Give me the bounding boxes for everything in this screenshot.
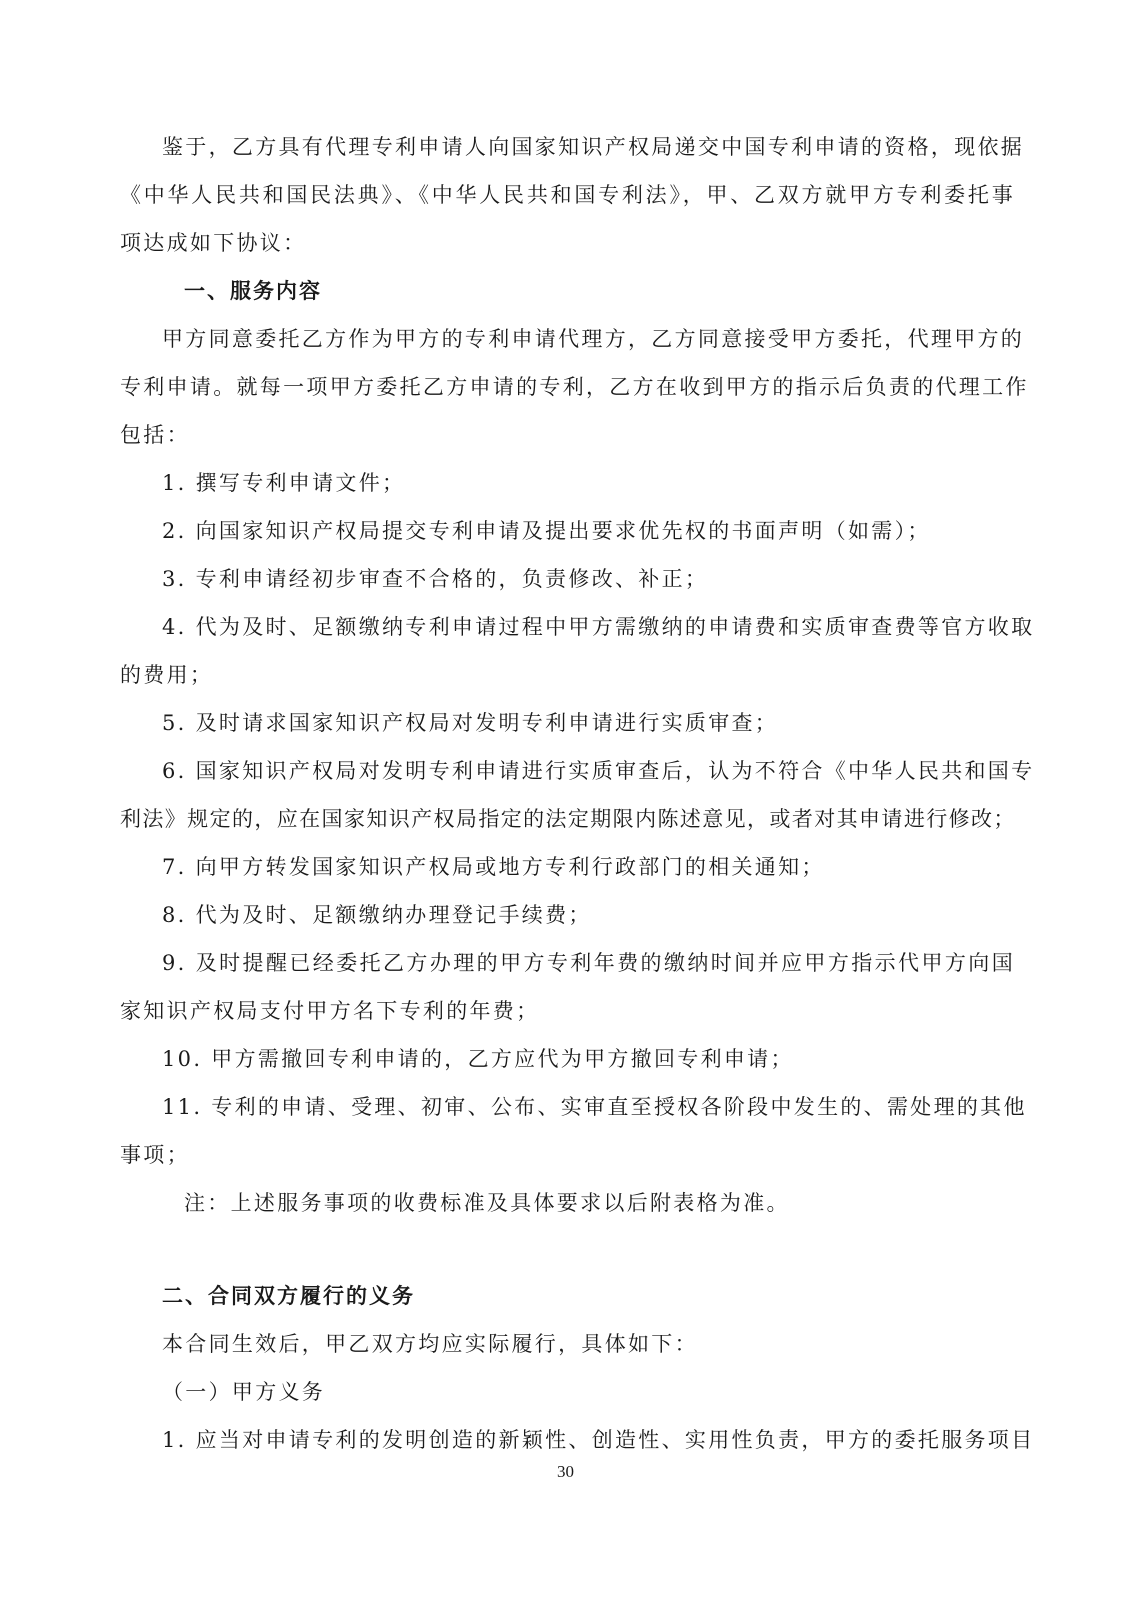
- party-a-obligations-heading: （一）甲方义务: [162, 1380, 326, 1404]
- service-item-5: 5. 及时请求国家知识产权局对发明专利申请进行实质审查；: [162, 711, 779, 735]
- service-item-1: 1. 撰写专利申请文件；: [162, 471, 406, 495]
- intro-line-3: 项达成如下协议：: [120, 231, 307, 255]
- service-item-7: 7. 向甲方转发国家知识产权局或地方专利行政部门的相关通知；: [162, 855, 825, 879]
- service-item-10: 10. 甲方需撤回专利申请的，乙方应代为甲方撤回专利申请；: [162, 1047, 794, 1071]
- service-item-9-line-2: 家知识产权局支付甲方名下专利的年费；: [120, 999, 540, 1023]
- service-item-11-line-2: 事项；: [120, 1143, 190, 1167]
- intro-line-1: 鉴于，乙方具有代理专利申请人向国家知识产权局递交中国专利申请的资格，现依据: [162, 135, 1025, 159]
- service-item-9-line-1: 9. 及时提醒已经委托乙方办理的甲方专利年费的缴纳时间并应甲方指示代甲方向国: [162, 951, 1015, 975]
- service-item-4-line-2: 的费用；: [120, 663, 214, 687]
- service-item-6-line-1: 6. 国家知识产权局对发明专利申请进行实质审查后，认为不符合《中华人民共和国专: [162, 759, 1035, 783]
- service-item-6-line-2: 利法》规定的，应在国家知识产权局指定的法定期限内陈述意见，或者对其申请进行修改；: [120, 807, 1015, 831]
- service-item-8: 8. 代为及时、足额缴纳办理登记手续费；: [162, 903, 592, 927]
- section-1-paragraph-line-1: 甲方同意委托乙方作为甲方的专利申请代理方，乙方同意接受甲方委托，代理甲方的: [162, 327, 1025, 351]
- party-a-obligation-1-line-1: 1. 应当对申请专利的发明创造的新颖性、创造性、实用性负责，甲方的委托服务项目: [162, 1428, 1035, 1452]
- page-number: 30: [557, 1462, 574, 1481]
- section-2-intro: 本合同生效后，甲乙双方均应实际履行，具体如下：: [162, 1332, 698, 1356]
- service-item-11-line-1: 11. 专利的申请、受理、初审、公布、实审直至授权各阶段中发生的、需处理的其他: [162, 1095, 1027, 1119]
- section-2-heading: 二、合同双方履行的义务: [162, 1283, 415, 1308]
- service-item-3: 3. 专利申请经初步审查不合格的，负责修改、补正；: [162, 567, 709, 591]
- section-1-paragraph-line-2: 专利申请。就每一项甲方委托乙方申请的专利，乙方在收到甲方的指示后负责的代理工作: [120, 375, 1029, 399]
- intro-line-2: 《中华人民共和国民法典》、《中华人民共和国专利法》，甲、乙双方就甲方专利委托事: [120, 183, 1015, 207]
- section-1-heading: 一、服务内容: [184, 278, 322, 303]
- service-item-2: 2. 向国家知识产权局提交专利申请及提出要求优先权的书面声明（如需）；: [162, 519, 931, 543]
- section-1-paragraph-line-3: 包括：: [120, 423, 190, 447]
- fee-note: 注：上述服务事项的收费标准及具体要求以后附表格为准。: [184, 1191, 790, 1215]
- service-item-4-line-1: 4. 代为及时、足额缴纳专利申请过程中甲方需缴纳的申请费和实质审查费等官方收取: [162, 615, 1035, 639]
